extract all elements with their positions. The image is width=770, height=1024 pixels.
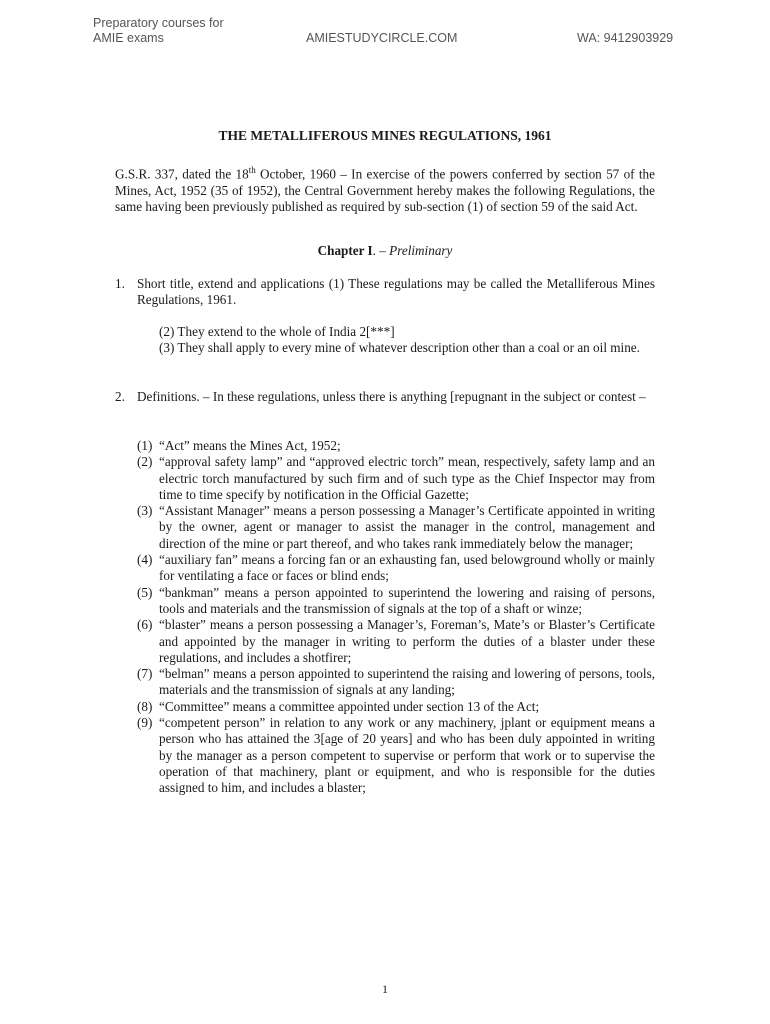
definition-text: “Committee” means a committee appointed under section 13 of the Act;	[159, 698, 540, 714]
header-left	[93, 16, 224, 46]
definition-item	[115, 699, 655, 715]
definition-text: “blaster” means a person possessing a Manager’s, Foreman’s, Mate’s or Blaster’s Certificate and appointed by the manager in writing to perform the duties of a blaster under these regulations, and includes a shotfirer;	[159, 617, 655, 665]
definition-number: (3)	[137, 503, 153, 519]
definition-item	[115, 454, 655, 503]
section-1-subclauses	[159, 324, 655, 357]
definition-item	[115, 666, 655, 699]
header-course-line: Preparatory courses for	[93, 16, 224, 30]
section-1	[115, 276, 655, 309]
page-number: 1	[382, 982, 388, 996]
subclause-3: (3) They shall apply to every mine of whatever description other than a coal or an oil mine.	[159, 340, 640, 356]
definition-text: “approval safety lamp” and “approved electric torch” mean, respectively, safety lamp and an electric torch manufactured by such firm and of such type as the Chief Inspector may from time to time specify by notification in the Official Gazette;	[159, 454, 655, 502]
section-text: Short title, extend and applications (1) These regulations may be called the Metalliferous Mines Regulations, 1961.	[137, 276, 655, 308]
section-text: Definitions. – In these regulations, unless there is anything [repugnant in the subject or contest –	[137, 389, 646, 404]
chapter-heading	[115, 243, 655, 259]
definition-item	[115, 503, 655, 552]
definition-item	[115, 438, 655, 454]
definition-item	[115, 585, 655, 618]
definition-item	[115, 552, 655, 585]
section-2	[115, 389, 655, 405]
definition-number: (1)	[137, 438, 153, 453]
chapter-sep: . –	[372, 243, 390, 258]
definition-text: “Act” means the Mines Act, 1952;	[159, 438, 341, 453]
section-number: 2.	[115, 389, 125, 404]
header-site: AMIESTUDYCIRCLE.COM	[306, 31, 458, 45]
document-title: THE METALLIFEROUS MINES REGULATIONS, 1961	[218, 128, 552, 143]
definition-number: (6)	[137, 617, 153, 633]
definition-text: “auxiliary fan” means a forcing fan or an exhausting fan, used belowground wholly or mainly for ventilating a face or faces or blind ends;	[159, 552, 655, 584]
chapter-label: Chapter I	[317, 243, 373, 258]
definition-text: “belman” means a person appointed to superintend the raising and lowering of persons, tools, materials and the transmission of signals at any landing;	[159, 666, 655, 698]
chapter-title: Preliminary	[389, 243, 453, 258]
definition-item	[115, 715, 655, 796]
definition-number: (9)	[137, 715, 153, 731]
definition-text: “competent person” in relation to any work or any machinery, jplant or equipment means a person who has attained the 3[age of 20 years] and who has been duly appointed in writing by the manager as a person competent to supervise or perform that work or to supervise the operation of that machinery, plant or equipment, and who is responsible for the duties assigned to him, and includes a blaster;	[159, 715, 655, 796]
definition-number: (8)	[137, 698, 153, 714]
definition-number: (7)	[137, 666, 153, 682]
intro-paragraph: G.S.R. 337, dated the 18th October, 1960 – In exercise of the powers conferred by section 57 of the Mines, Act, 1952 (35 of 1952), the Central Government hereby makes the following Regulations, the same having been previously published as required by sub-section (1) of section 59 of the said Act.	[115, 165, 655, 214]
header-exam-line: AMIE exams	[93, 31, 164, 45]
header-whatsapp: WA: 9412903929	[577, 31, 674, 45]
subclause-2: (2) They extend to the whole of India 2[***]	[159, 324, 395, 339]
definition-text: “bankman” means a person appointed to superintend the lowering and raising of persons, tools and materials and the transmission of signals at the top of a shaft or winze;	[159, 584, 655, 616]
definitions-list	[115, 438, 655, 797]
section-number: 1.	[115, 276, 125, 291]
definition-number: (4)	[137, 552, 153, 568]
definition-text: “Assistant Manager” means a person possessing a Manager’s Certificate appointed in writing by the owner, agent or manager to assist the manager in the control, management and direction of the mine or part thereof, and who takes rank immediately below the manager;	[159, 503, 655, 551]
definition-number: (2)	[137, 454, 153, 470]
definition-item	[115, 617, 655, 666]
definition-number: (5)	[137, 584, 153, 600]
